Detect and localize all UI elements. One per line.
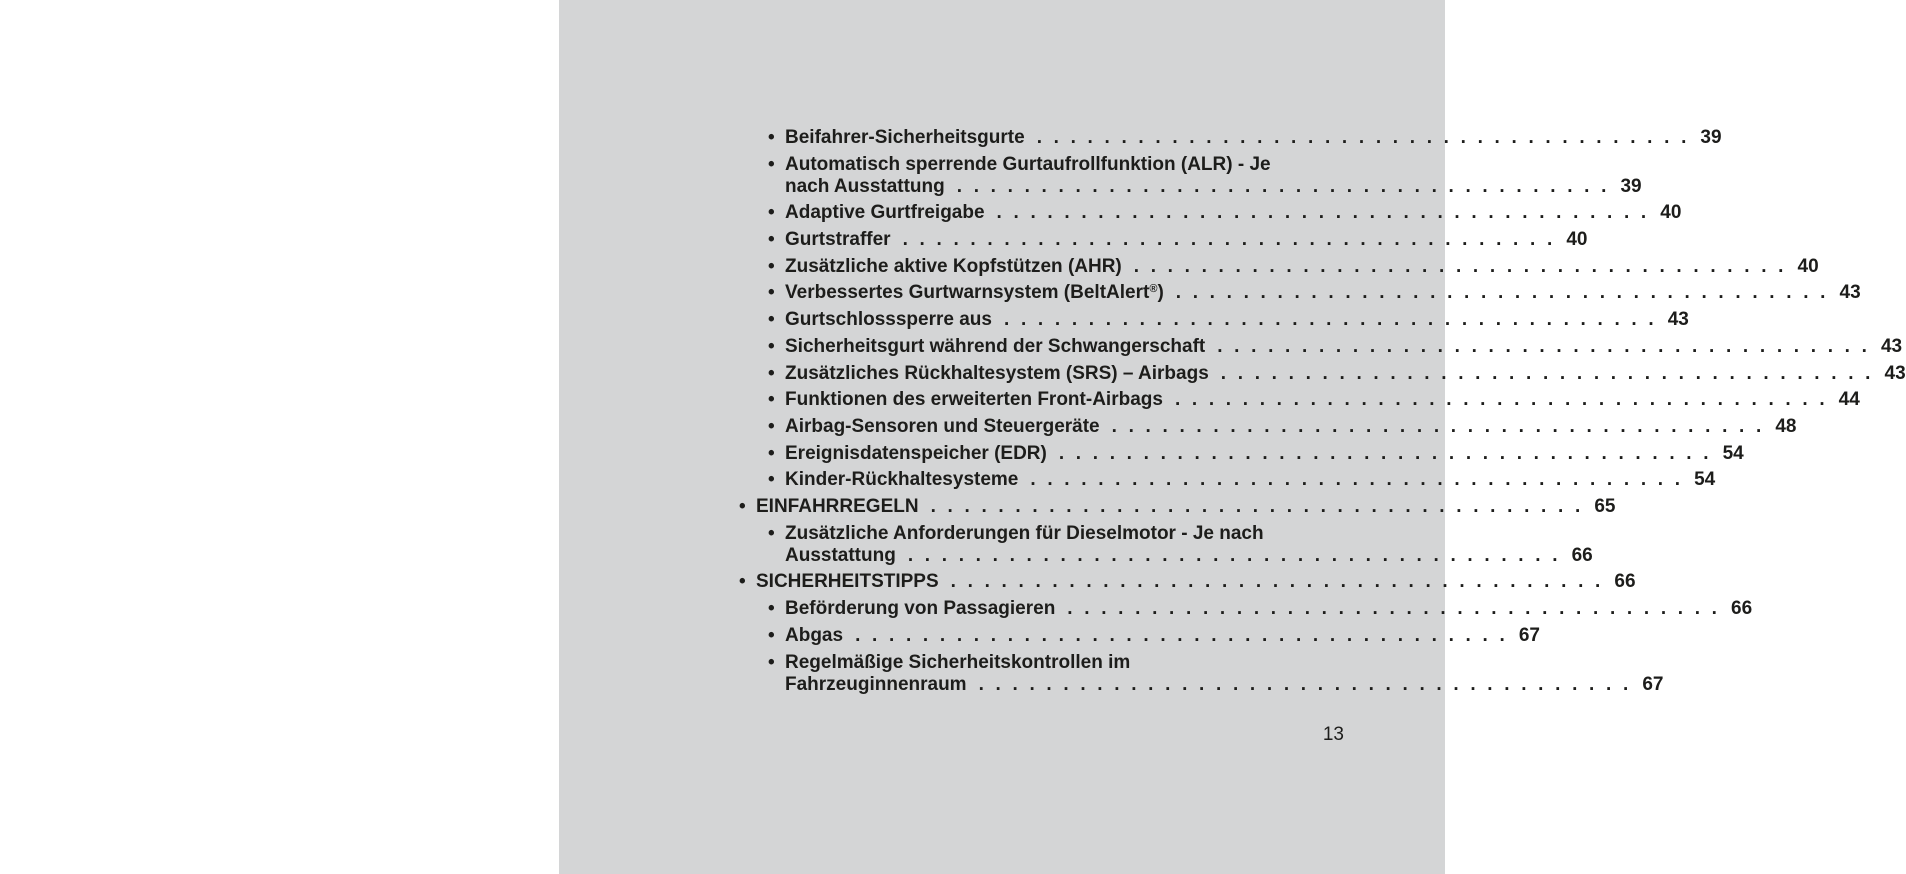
toc-entry[interactable] <box>768 202 1682 224</box>
bullet-icon: • <box>739 496 746 517</box>
dot-leader: . . . . . . . . . . . . . . . . . . . . . . . . . . . . . . . . . . . . . . . <box>1067 598 1721 619</box>
toc-entry-title: Zusätzliche aktive Kopfstützen (AHR) <box>785 256 1122 277</box>
toc-entry-page: 39 <box>1700 127 1722 148</box>
toc-entry-title: Fahrzeuginnenraum <box>785 674 967 695</box>
toc-entry-page: 43 <box>1880 336 1903 357</box>
toc-entry-title: Ausstattung <box>785 545 896 566</box>
toc-entry-page: 66 <box>1571 545 1593 566</box>
bullet-icon: • <box>768 652 775 673</box>
toc-entry-title: SICHERHEITSTIPPS <box>756 571 939 592</box>
toc-entry[interactable] <box>768 443 1744 465</box>
toc-entry-page: 40 <box>1797 256 1819 277</box>
toc-entry-title: Adaptive Gurtfreigabe <box>785 202 985 223</box>
bullet-icon: • <box>768 336 775 357</box>
toc-entry-page: 54 <box>1694 469 1716 490</box>
toc-entry-title: Airbag-Sensoren und Steuergeräte <box>785 416 1100 437</box>
bullet-icon: • <box>768 282 775 303</box>
bullet-icon: • <box>768 202 775 223</box>
blank-left-page <box>0 0 559 874</box>
toc-entry[interactable] <box>768 336 1903 358</box>
toc-entry-title: Kinder-Rückhaltesysteme <box>785 469 1019 490</box>
toc-entry-title: Gurtschlosssperre aus <box>785 309 992 330</box>
toc-entry[interactable] <box>768 625 1540 647</box>
bullet-icon: • <box>739 571 746 592</box>
dot-leader: . . . . . . . . . . . . . . . . . . . . . . . . . . . . . . . . . . . . . . . <box>1133 256 1787 277</box>
toc-entry[interactable] <box>768 282 1861 304</box>
toc-entry[interactable] <box>768 309 1689 331</box>
toc-entry-page: 67 <box>1518 625 1540 646</box>
bullet-icon: • <box>768 256 775 277</box>
toc-entry-title: Gurtstraffer <box>785 229 891 250</box>
bullet-icon: • <box>768 598 775 619</box>
toc-entry-title: Sicherheitsgurt während der Schwangerschaft <box>785 336 1206 357</box>
toc-entry-page: 65 <box>1594 496 1616 517</box>
toc-entry-title: Funktionen des erweiterten Front-Airbags <box>785 389 1163 410</box>
toc-entry[interactable] <box>768 523 1593 567</box>
dot-leader: . . . . . . . . . . . . . . . . . . . . . . . . . . . . . . . . . . . . . . . <box>996 202 1650 223</box>
table-of-contents <box>559 0 1906 874</box>
toc-entry[interactable] <box>768 127 1722 149</box>
toc-entry-page: 39 <box>1620 176 1642 197</box>
bullet-icon: • <box>768 309 775 330</box>
bullet-icon: • <box>768 363 775 384</box>
toc-entry-title: EINFAHRREGELN <box>756 496 919 517</box>
toc-entry-title: Zusätzliches Rückhaltesystem (SRS) – Airbags <box>785 363 1209 384</box>
dot-leader: . . . . . . . . . . . . . . . . . . . . . . . . . . . . . . . . . . . . . . . <box>978 674 1632 695</box>
toc-entry-title: Ereignisdatenspeicher (EDR) <box>785 443 1047 464</box>
bullet-icon: • <box>768 625 775 646</box>
toc-entry-title: Regelmäßige Sicherheitskontrollen im <box>785 652 1131 673</box>
bullet-icon: • <box>768 443 775 464</box>
dot-leader: . . . . . . . . . . . . . . . . . . . . . . . . . . . . . . . . . . . . . . . <box>956 176 1610 197</box>
bullet-icon: • <box>768 469 775 490</box>
toc-entry-title: nach Ausstattung <box>785 176 945 197</box>
page-number: 13 <box>1322 724 1344 745</box>
dot-leader: . . . . . . . . . . . . . . . . . . . . . . . . . . . . . . . . . . . . . . . <box>855 625 1508 646</box>
bullet-icon: • <box>768 154 775 175</box>
toc-entry-page: 66 <box>1731 598 1753 619</box>
dot-leader: . . . . . . . . . . . . . . . . . . . . . . . . . . . . . . . . . . . . . . . <box>902 229 1556 250</box>
toc-entry[interactable] <box>768 416 1797 438</box>
bullet-icon: • <box>768 389 775 410</box>
toc-entry-page: 44 <box>1838 389 1860 410</box>
toc-entry[interactable] <box>768 652 1664 696</box>
toc-entry-title: Zusätzliche Anforderungen für Dieselmotor - Je nach <box>785 523 1264 544</box>
toc-entry-title: Abgas <box>785 625 844 646</box>
dot-leader: . . . . . . . . . . . . . . . . . . . . . . . . . . . . . . . . . . . . . . . <box>907 545 1561 566</box>
toc-entry-page: 66 <box>1614 571 1636 592</box>
toc-entry-page: 54 <box>1722 443 1744 464</box>
dot-leader: . . . . . . . . . . . . . . . . . . . . . . . . . . . . . . . . . . . . . . . <box>930 496 1584 517</box>
dot-leader: . . . . . . . . . . . . . . . . . . . . . . . . . . . . . . . . . . . . . . . <box>1175 282 1829 303</box>
toc-entry-title: Automatisch sperrende Gurtaufrollfunktion (ALR) - Je <box>785 154 1271 175</box>
toc-entry-page: 40 <box>1566 229 1588 250</box>
bullet-icon: • <box>768 127 775 148</box>
dot-leader: . . . . . . . . . . . . . . . . . . . . . . . . . . . . . . . . . . . . . . . <box>1003 309 1657 330</box>
toc-entry-title: Beförderung von Passagieren <box>785 598 1056 619</box>
toc-entry[interactable] <box>768 469 1716 491</box>
toc-entry[interactable] <box>768 598 1753 620</box>
toc-entry[interactable] <box>768 154 1642 198</box>
toc-entry-title: Verbessertes Gurtwarnsystem (BeltAlert®) <box>785 282 1164 303</box>
toc-entry-page: 43 <box>1839 282 1861 303</box>
dot-leader: . . . . . . . . . . . . . . . . . . . . . . . . . . . . . . . . . . . . . . . <box>1030 469 1684 490</box>
bullet-icon: • <box>768 416 775 437</box>
toc-entry[interactable] <box>739 496 1616 518</box>
dot-leader: . . . . . . . . . . . . . . . . . . . . . . . . . . . . . . . . . . . . . . . <box>1217 336 1871 357</box>
dot-leader: . . . . . . . . . . . . . . . . . . . . . . . . . . . . . . . . . . . . . . . <box>1111 416 1765 437</box>
toc-entry-page: 43 <box>1884 363 1906 384</box>
toc-entry-page: 40 <box>1660 202 1682 223</box>
dot-leader: . . . . . . . . . . . . . . . . . . . . . . . . . . . . . . . . . . . . . . . <box>1036 127 1690 148</box>
toc-entry[interactable] <box>768 389 1860 411</box>
toc-entry[interactable] <box>768 256 1819 278</box>
toc-entry[interactable] <box>739 571 1636 593</box>
dot-leader: . . . . . . . . . . . . . . . . . . . . . . . . . . . . . . . . . . . . . . . <box>950 571 1604 592</box>
toc-entry[interactable] <box>768 229 1588 251</box>
dot-leader: . . . . . . . . . . . . . . . . . . . . . . . . . . . . . . . . . . . . . . . <box>1220 363 1874 384</box>
toc-entry-page: 43 <box>1667 309 1689 330</box>
bullet-icon: • <box>768 523 775 544</box>
manual-page <box>559 0 1906 874</box>
dot-leader: . . . . . . . . . . . . . . . . . . . . . . . . . . . . . . . . . . . . . . . <box>1058 443 1712 464</box>
toc-entry-page: 67 <box>1642 674 1664 695</box>
bullet-icon: • <box>768 229 775 250</box>
toc-entry[interactable] <box>768 363 1906 385</box>
dot-leader: . . . . . . . . . . . . . . . . . . . . . . . . . . . . . . . . . . . . . . . <box>1174 389 1828 410</box>
toc-entry-page: 48 <box>1775 416 1797 437</box>
toc-entry-title: Beifahrer-Sicherheitsgurte <box>785 127 1025 148</box>
